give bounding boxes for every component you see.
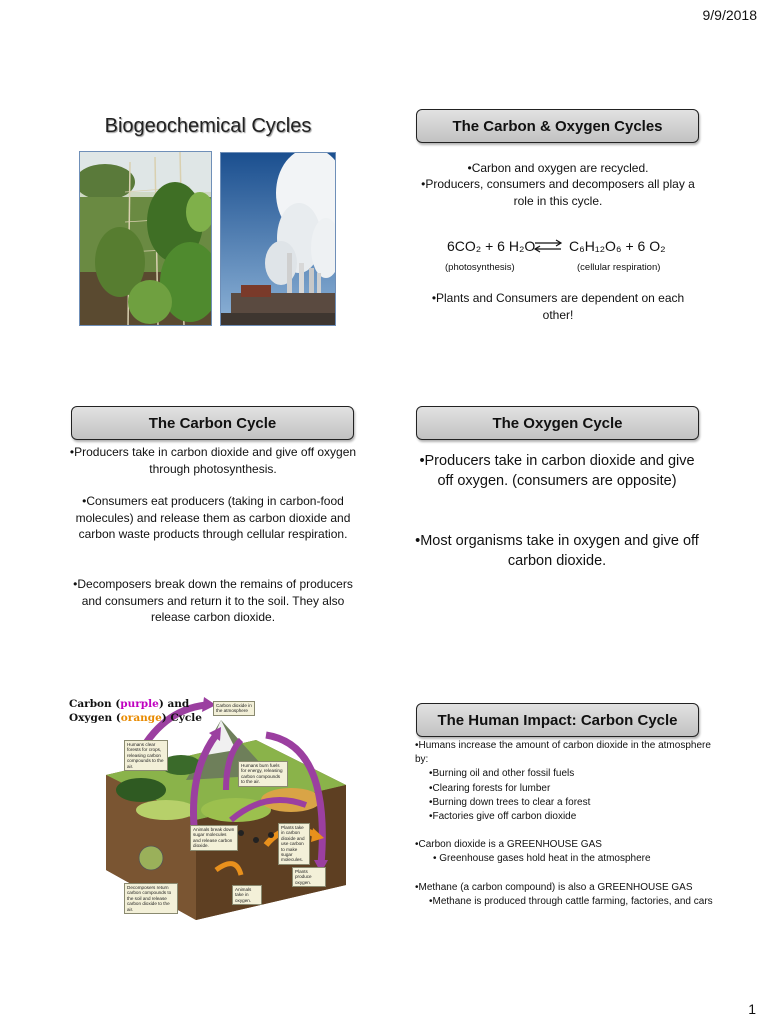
factory-smokestacks-photo xyxy=(220,152,336,326)
note-animals-take-oxygen: Animals take in oxygen. xyxy=(232,885,262,905)
note-animals-break-down: Animals break down sugar molecules and release carbon dioxide. xyxy=(190,825,238,851)
human-impact-intro: •Humans increase the amount of carbon dioxide in the atmosphere by: xyxy=(415,740,711,766)
greenhouse-gas-statement: •Carbon dioxide is a GREENHOUSE GAS xyxy=(415,839,602,851)
note-carbon-dioxide-atmosphere: Carbon dioxide in the atmosphere xyxy=(213,701,255,716)
human-impact-list xyxy=(415,739,715,909)
slide-title-carbon-oxygen: The Carbon & Oxygen Cycles xyxy=(416,109,699,143)
note-decomposers: Decomposers return carbon compounds to the soil and release carbon dioxide to the air. xyxy=(124,883,178,914)
date: 9/9/2018 xyxy=(702,7,757,23)
human-impact-item: •Clearing forests for lumber xyxy=(429,782,551,794)
note-humans-clear-forests: Humans clear forests for crops, releasing carbon compounds to the air. xyxy=(124,740,168,771)
label-cellular-respiration: (cellular respiration) xyxy=(577,262,661,273)
diagram-title-part: Oxygen ( xyxy=(69,712,121,724)
human-impact-item: •Factories give off carbon dioxide xyxy=(429,811,577,823)
oxygen-cycle-producers: •Producers take in carbon dioxide and give off oxygen. (consumers are opposite) xyxy=(419,453,695,489)
slide2-bullet-dependent: •Plants and Consumers are dependent on each other! xyxy=(431,291,685,322)
carbon-oxygen-cycle-diagram xyxy=(66,695,356,925)
diagram-title-part: Carbon ( xyxy=(69,698,121,710)
methane-statement: •Methane (a carbon compound) is also a GREENHOUSE GAS xyxy=(415,881,693,893)
slide2-bullet-roles: •Producers, consumers and decomposers all play a role in this cycle. xyxy=(421,177,695,208)
slide2-bullet-recycled: •Carbon and oxygen are recycled. xyxy=(467,161,649,175)
slide-title-oxygen-cycle: The Oxygen Cycle xyxy=(416,406,699,440)
methane-detail: •Methane is produced through cattle farming, factories, and cars xyxy=(429,895,713,907)
carbon-cycle-producers: •Producers take in carbon dioxide and give off oxygen through photosynthesis. xyxy=(69,445,357,476)
diagram-title-part: ) and xyxy=(158,698,190,710)
reversible-arrow-icon xyxy=(533,239,563,256)
slide-title-human-impact: The Human Impact: Carbon Cycle xyxy=(416,703,699,737)
carbon-cycle-consumers: •Consumers eat producers (taking in carbon-food molecules) and release them as carbon dioxide and carbon waste products through cellular respiration. xyxy=(75,494,351,541)
oxygen-cycle-organisms: •Most organisms take in oxygen and give off carbon dioxide. xyxy=(415,533,699,569)
garden-bean-plants-photo xyxy=(79,151,212,326)
equation-reactants: 6CO₂ + 6 H₂O xyxy=(447,238,536,254)
carbon-cycle-decomposers: •Decomposers break down the remains of producers and consumers and return it to the soil. They also release carbon dioxide. xyxy=(73,577,353,624)
page-number: 1 xyxy=(748,1001,756,1017)
note-plants-produce-oxygen: Plants produce oxygen. xyxy=(292,867,326,887)
greenhouse-gas-detail: • Greenhouse gases hold heat in the atmosphere xyxy=(433,853,651,865)
human-impact-item: •Burning oil and other fossil fuels xyxy=(429,768,575,780)
diagram-title-purple: purple xyxy=(120,698,159,710)
diagram-title-orange: orange xyxy=(120,712,162,724)
slide-title-carbon-cycle: The Carbon Cycle xyxy=(71,406,354,440)
human-impact-item: •Burning down trees to clear a forest xyxy=(429,796,591,808)
diagram-title xyxy=(69,697,202,725)
diagram-title-part: ) Cycle xyxy=(161,712,202,724)
label-photosynthesis: (photosynthesis) xyxy=(445,262,515,273)
slide-title-biogeochemical: Biogeochemical Cycles xyxy=(104,115,312,137)
equation-products: C₆H₁₂O₆ + 6 O₂ xyxy=(569,238,666,254)
note-plants-take-in: Plants take in carbon dioxide and use carbon to make sugar molecules. xyxy=(278,823,310,865)
note-humans-burn-fuels: Humans burn fuels for energy, releasing carbon compounds to the air. xyxy=(238,761,288,787)
